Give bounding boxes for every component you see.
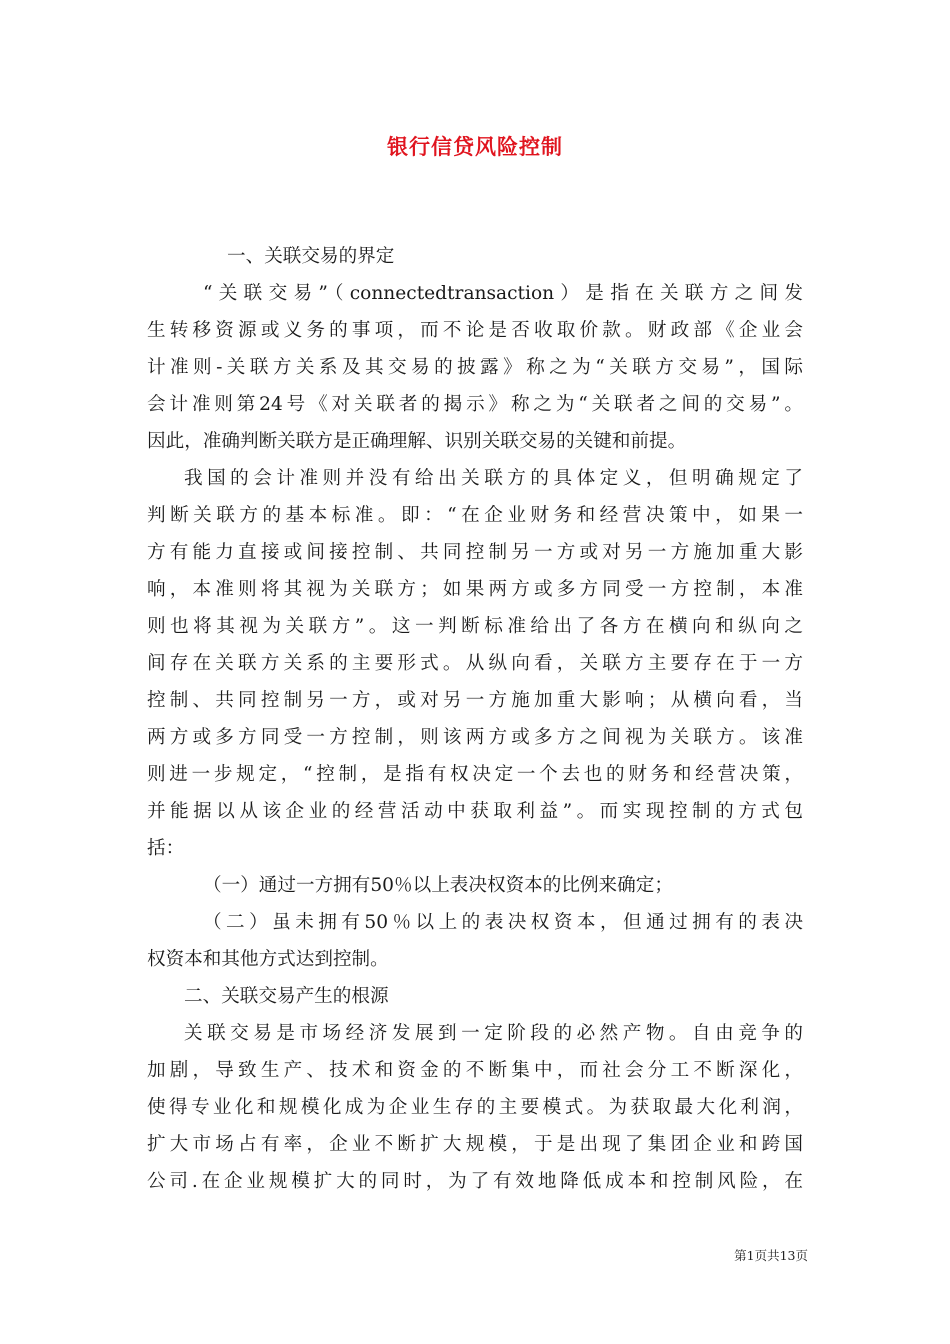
text-line: 加剧，导致生产、技术和资金的不断集中，而社会分工不断深化， — [147, 1060, 803, 1081]
text-line: 生转移资源或义务的事项，而不论是否收取价款。财政部《企业会 — [147, 320, 803, 341]
text-line: 方有能力直接或间接控制、共同控制另一方或对另一方施加重大影 — [147, 542, 803, 563]
text-line: 权资本和其他方式达到控制。 — [147, 949, 389, 970]
text-line: 一、关联交易的界定 — [227, 246, 395, 267]
document-body — [147, 238, 803, 1200]
text-line: 响，本准则将其视为关联方；如果两方或多方同受一方控制，本准 — [147, 579, 803, 600]
text-line: 会计准则第24号《对关联者的揭示》称之为“关联者之间的交易”。 — [147, 394, 803, 415]
text-line: 两方或多方同受一方控制，则该两方或多方之间视为关联方。该准 — [147, 727, 803, 748]
text-line: 使得专业化和规模化成为企业生存的主要模式。为获取最大化利润， — [147, 1097, 803, 1118]
text-line: 我国的会计准则并没有给出关联方的具体定义，但明确规定了 — [184, 468, 803, 489]
text-line: 并能据以从该企业的经营活动中获取利益”。而实现控制的方式包 — [147, 801, 803, 822]
text-line: 控制、共同控制另一方，或对另一方施加重大影响；从横向看，当 — [147, 690, 803, 711]
text-line: 括： — [147, 838, 185, 859]
text-line: 间存在关联方关系的主要形式。从纵向看，关联方主要存在于一方 — [147, 653, 803, 674]
text-line: （一）通过一方拥有50％以上表决权资本的比例来确定； — [203, 875, 673, 896]
text-line: 因此，准确判断关联方是正确理解、识别关联交易的关键和前提。 — [147, 431, 687, 452]
document-title: 银行信贷风险控制 — [387, 135, 563, 159]
text-line: 则进一步规定，“控制，是指有权决定一个去也的财务和经营决策， — [147, 764, 803, 785]
text-line: 计准则-关联方关系及其交易的披露》称之为“关联方交易”，国际 — [147, 357, 803, 378]
text-line: （二）虽未拥有50％以上的表决权资本，但通过拥有的表决 — [203, 912, 803, 933]
text-line: 关联交易是市场经济发展到一定阶段的必然产物。自由竞争的 — [184, 1023, 803, 1044]
page-number: 第1页共13页 — [734, 1248, 808, 1263]
text-line: 公司.在企业规模扩大的同时，为了有效地降低成本和控制风险，在 — [147, 1171, 803, 1192]
text-line: 判断关联方的基本标准。即：“在企业财务和经营决策中，如果一 — [147, 505, 803, 526]
text-line: 则也将其视为关联方”。这一判断标准给出了各方在横向和纵向之 — [147, 616, 803, 637]
text-line: 二、关联交易产生的根源 — [184, 986, 389, 1007]
text-line: “关联交易”（connectedtransaction）是指在关联方之间发 — [203, 283, 803, 304]
text-line: 扩大市场占有率，企业不断扩大规模，于是出现了集团企业和跨国 — [147, 1134, 803, 1155]
